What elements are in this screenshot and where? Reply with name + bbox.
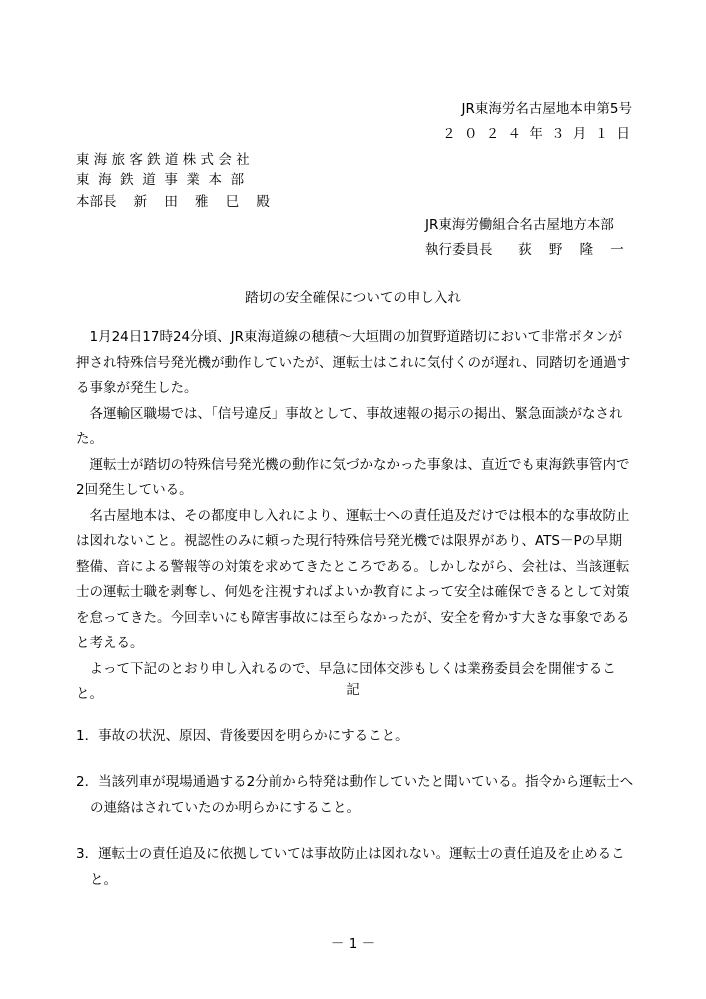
list-item-text: 事故の状況、原因、背後要因を明らかにすること。 [98, 728, 409, 744]
body-text [76, 325, 631, 708]
body-paragraph-5: よって下記のとおり申し入れるので、早急に団体交渉もしくは業務委員会を開催すること。 [76, 660, 616, 702]
document-date: ２ ０ ２ ４ 年 ３ 月 １ 日 [442, 126, 632, 142]
body-paragraph-2: 各運輸区職場では、「信号違反」事故として、事故速報の掲示の掲出、緊急面談がなされた。 [76, 405, 623, 447]
list-item-text: 当該列車が現場通過する2分前から特発は動作していたと聞いている。指令から運転士へ [98, 774, 634, 790]
ki-heading: 記 [346, 682, 360, 698]
list-item [76, 842, 636, 893]
recipient-person: 本部長 新 田 雅 巳 殿 [76, 194, 270, 210]
recipient-company: 東 海 旅 客 鉄 道 株 式 会 社 [76, 152, 250, 168]
body-paragraph-1: 1月24日17時24分頃、JR東海道線の穂積～大垣間の加賀野道踏切において非常ボタンが押され特殊信号発光機が動作していたが、運転士はこれに気付くのが遅れ、同踏切を通過する事象が発生した。 [76, 329, 631, 396]
list-item-continuation: の連絡はされていたのか明らかにすること。 [90, 799, 360, 816]
body-paragraph-3: 運転士が踏切の特殊信号発光機の動作に気づかなかった事象は、直近でも東海鉄事管内で2回発生している。 [76, 456, 630, 498]
list-item-continuation: と。 [90, 871, 117, 888]
list-item-text: 運転士の責任追及に依拠していては事故防止は図れない。運転士の責任追及を止めるこ [98, 846, 625, 862]
list-item-number: 2． [76, 774, 99, 790]
list-item-number: 3． [76, 846, 99, 862]
list-item-number: 1． [76, 728, 99, 744]
recipient-division: 東 海 鉄 道 事 業 本 部 [76, 172, 245, 188]
sender-name: 執行委員長 荻 野 隆 一 [425, 242, 624, 258]
sender-organization: JR東海労働組合名古屋地方本部 [425, 217, 614, 233]
list-item [76, 770, 636, 821]
document-title: 踏切の安全確保についての申し入れ [245, 290, 461, 306]
body-paragraph-4: 名古屋地本は、その都度申し入れにより、運転士への責任追及だけでは根本的な事故防止は図れないこと。視認性のみに頼った現行特殊信号発光機では限界があり、ATS－Pの早期整備、音による警報等の対策を求めてきたところである。しかしながら、会社は、当該運転士の運転士職を剥奪し、何処を注視すればよいか教育によって安全は確保できるとして対策を怠ってきた。今回幸いにも障害事故には至らなかったが、安全を脅かす大きな事象であると考える。 [76, 507, 630, 651]
document-number: JR東海労名古屋地本申第5号 [461, 101, 632, 117]
page-number: － 1 － [330, 936, 376, 952]
list-item [76, 724, 636, 750]
